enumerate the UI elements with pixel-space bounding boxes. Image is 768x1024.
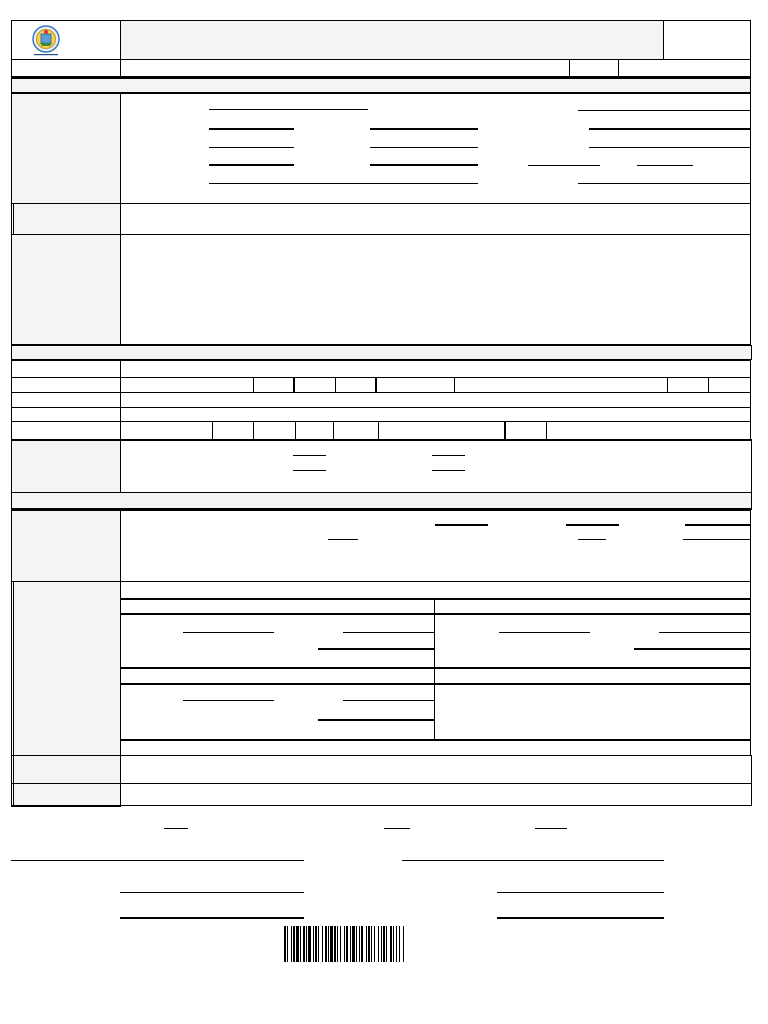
institution-logo <box>28 24 64 58</box>
form-block <box>11 755 752 784</box>
signature-line <box>497 892 664 893</box>
block-label-cell <box>13 204 120 234</box>
input-line <box>637 165 693 166</box>
input-line <box>589 128 751 130</box>
input-line <box>209 109 368 110</box>
grid-cell-divider <box>708 377 709 392</box>
section-bar <box>11 492 752 509</box>
grid-cell-divider <box>546 421 547 439</box>
signature-line <box>120 917 304 919</box>
input-line <box>209 164 294 166</box>
input-line <box>370 164 478 166</box>
input-line <box>209 147 294 148</box>
grid-cell-divider <box>293 377 295 392</box>
input-line <box>370 128 478 130</box>
input-line <box>318 719 434 721</box>
form-block <box>11 440 752 493</box>
subgrid-line <box>120 667 751 669</box>
input-line <box>528 165 600 166</box>
form-block <box>11 234 751 345</box>
header-underline <box>11 59 751 60</box>
grid-table <box>11 360 751 441</box>
block-divider <box>120 755 121 784</box>
header-divider <box>120 20 121 78</box>
signature-line <box>120 892 304 893</box>
grid-cell-divider <box>375 377 377 392</box>
date-line <box>535 828 567 829</box>
subgrid-divider <box>434 598 435 740</box>
signature-line <box>497 917 664 919</box>
grid-cell-divider <box>253 421 254 439</box>
date-line <box>384 828 410 829</box>
input-line <box>183 700 274 701</box>
grid-cell-divider <box>504 421 506 439</box>
input-line <box>183 632 274 633</box>
block-bottom-rule <box>11 805 121 807</box>
block-divider <box>120 93 121 204</box>
input-line <box>293 470 326 471</box>
block-label-cell <box>13 756 120 783</box>
grid-cell-divider <box>454 377 455 392</box>
grid-cell-divider <box>378 421 379 439</box>
seal-icon <box>28 24 64 58</box>
grid-row-line <box>11 407 751 408</box>
header-title-box <box>120 20 664 60</box>
grid-row-line <box>11 421 751 422</box>
grid-row-line <box>11 377 751 378</box>
subgrid-line <box>120 613 751 615</box>
form-block <box>11 783 752 806</box>
signature-line <box>11 860 304 861</box>
input-line <box>209 128 294 130</box>
input-line <box>659 632 751 633</box>
input-line <box>566 524 619 526</box>
grid-cell-divider <box>335 377 336 392</box>
input-line <box>209 183 478 184</box>
block-label-cell <box>13 582 120 755</box>
grid-row-line <box>11 392 751 393</box>
block-divider <box>120 203 121 235</box>
input-line <box>435 524 488 526</box>
input-line <box>683 539 751 540</box>
block-divider <box>120 510 121 582</box>
form-block <box>11 510 751 582</box>
input-line <box>578 183 751 184</box>
section-bar <box>11 78 751 93</box>
input-line <box>328 539 358 540</box>
grid-cell-divider <box>295 421 296 439</box>
subgrid-line <box>120 683 751 685</box>
block-label-cell <box>13 784 120 805</box>
input-line <box>589 147 751 148</box>
block-divider <box>120 783 121 806</box>
input-line <box>499 632 590 633</box>
input-line <box>370 147 478 148</box>
block-divider <box>120 234 121 345</box>
grid-cell-divider <box>212 421 213 439</box>
date-line <box>164 828 188 829</box>
signature-line <box>402 860 664 861</box>
block-label-cell <box>12 441 120 492</box>
input-line <box>578 539 606 540</box>
section-bar <box>11 345 752 360</box>
subgrid-line <box>120 598 751 600</box>
input-line <box>318 648 434 650</box>
input-line <box>685 524 751 526</box>
input-line <box>634 648 751 650</box>
block-label-cell <box>12 511 120 581</box>
input-line <box>343 700 434 701</box>
input-line <box>432 455 465 456</box>
barcode-icon <box>284 926 474 962</box>
subgrid-line <box>120 739 751 741</box>
form-block <box>11 203 751 235</box>
input-line <box>432 470 465 471</box>
block-divider <box>120 440 121 493</box>
grid-divider <box>120 360 121 441</box>
grid-cell-divider <box>253 377 254 392</box>
input-line <box>293 455 326 456</box>
grid-cell-divider <box>333 421 334 439</box>
input-line <box>343 632 434 633</box>
grid-cell-divider <box>667 377 668 392</box>
block-label-cell <box>12 94 120 203</box>
input-line <box>578 110 751 111</box>
block-label-cell <box>12 235 120 344</box>
